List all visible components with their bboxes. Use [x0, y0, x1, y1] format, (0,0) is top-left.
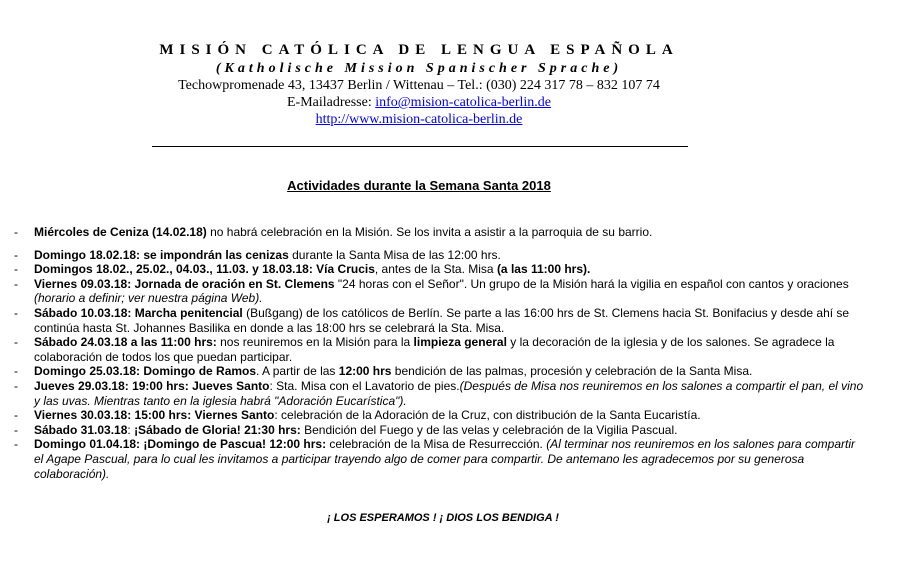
activity-text: : celebración de la Adoración de la Cruz, con distribución de la Santa Eucaristía. — [274, 408, 701, 423]
list-bullet: - — [14, 276, 18, 291]
website-line — [0, 111, 838, 128]
activity-bold-text: Domingo 25.03.18: Domingo de Ramos — [34, 364, 257, 379]
list-bullet: - — [14, 378, 18, 393]
activity-item — [14, 225, 864, 240]
activity-text: , antes de la Sta. Misa — [374, 262, 497, 277]
letterhead — [0, 40, 838, 128]
activity-bold-text: Domingo 18.02.18: se impondrán las cenizas — [34, 247, 289, 262]
list-bullet: - — [14, 364, 18, 379]
list-bullet: - — [14, 422, 18, 437]
list-bullet: - — [14, 305, 18, 320]
activity-text: no habrá celebración en la Misión. Se los invita a asistir a la parroquia de su barrio. — [206, 225, 653, 239]
activity-bold-text: Miércoles de Ceniza (14.02.18) — [34, 225, 207, 239]
activity-bold-text: Sábado 10.03.18: Marcha penitencial — [34, 305, 243, 320]
list-bullet: - — [14, 335, 18, 350]
activity-bold-text: 12:00 hrs — [338, 364, 392, 379]
list-bullet: - — [14, 225, 18, 239]
activity-bold-text: limpieza general — [413, 335, 507, 350]
activity-text: : Sta. Misa con el Lavatorio de pies. — [269, 378, 460, 393]
activity-bold-text: Domingo 01.04.18: ¡Domingo de Pascua! 12:00 hrs: — [34, 437, 327, 452]
activity-bold-text: Domingos 18.02., 25.02., 04.03., 11.03. y 18.03.18: Vía Crucis — [34, 262, 375, 277]
activity-italic-note: (horario a definir; ver nuestra página Web). — [34, 291, 263, 306]
activity-item — [14, 306, 864, 335]
activity-item — [14, 364, 864, 379]
activity-text: "24 horas con el Señor". Un grupo de la Misión hará la vigilia en español con cantos y oraciones — [334, 276, 849, 291]
activity-bold-text: Sábado 24.03.18 a las 11:00 hrs: — [34, 335, 217, 350]
organization-name: MISIÓN CATÓLICA DE LENGUA ESPAÑOLA — [159, 42, 679, 58]
activity-bold-text: (a las 11:00 hrs). — [496, 262, 591, 277]
activity-item — [14, 423, 864, 438]
address-line: Techowpromenade 43, 13437 Berlin / Wittenau – Tel.: (030) 224 317 78 – 832 107 74 — [178, 78, 660, 93]
list-bullet: - — [14, 437, 18, 452]
activity-item — [14, 277, 864, 306]
activity-text: durante la Santa Misa de las 12:00 hrs. — [288, 247, 501, 262]
email-label: E-Mailadresse: — [286, 95, 376, 110]
activity-bold-text: ¡Sábado de Gloria! 21:30 hrs: — [134, 422, 301, 437]
email-line — [0, 94, 838, 111]
website-link[interactable]: http://www.mision-catolica-berlin.de — [315, 112, 523, 127]
header-divider — [152, 146, 688, 147]
document-title: Actividades durante la Semana Santa 2018 — [287, 178, 551, 193]
activity-text: celebración de la Misa de Resurrección. — [326, 437, 547, 452]
activity-italic-note: (Después de Misa nos reuniremos en los salones a compartir el pan, el vino y las uvas. Mientras tanto en la iglesia habrá "Adoración Eucarística"). — [34, 378, 864, 408]
activity-item — [14, 379, 864, 408]
email-link[interactable]: info@mision-catolica-berlin.de — [375, 95, 552, 110]
activity-bold-text: Viernes 09.03.18: Jornada de oración en St. Clemens — [34, 276, 335, 291]
activity-text: Bendición del Fuego y de las velas y celebración de la Vigilia Pascual. — [300, 422, 678, 437]
activity-bold-text: Sábado 31.03.18 — [34, 422, 128, 437]
activity-item — [14, 335, 864, 364]
activity-text: (Bußgang) de los católicos de Berlín. Se parte a las 16:00 hrs de St. Clemens hacia St. Bonifacius y desde ahí se continúa hasta St. Johannes Basilika en donde a las 18:00 hrs se celebrará la Sta. Misa. — [34, 305, 850, 335]
activity-item — [14, 248, 864, 263]
activity-text: y la decoración de la iglesia y de los salones. Se agradece la colaboración de todos los que puedan participar. — [34, 335, 835, 364]
activity-list — [14, 225, 864, 481]
activity-text: nos reuniremos en la Misión para la — [216, 335, 414, 350]
activity-bold-text: Jueves 29.03.18: 19:00 hrs: Jueves Santo — [34, 378, 270, 393]
organization-subtitle: (Katholische Mission Spanischer Sprache) — [215, 61, 623, 76]
list-bullet: - — [14, 247, 18, 262]
activity-text: : — [127, 422, 135, 437]
activity-text: bendición de las palmas, procesión y celebración de la Santa Misa. — [391, 364, 753, 379]
list-bullet: - — [14, 262, 18, 277]
activity-italic-note: (Al terminar nos reuniremos en los salones para compartir el Agape Pascual, para lo cual les invitamos a participar trayendo algo de comer para compartir. De antemano les agradecemos por su generosa colaboración). — [34, 437, 855, 481]
closing-message: ¡ LOS ESPERAMOS ! ¡ DIOS LOS BENDIGA ! — [327, 512, 559, 524]
activity-bold-text: Viernes 30.03.18: 15:00 hrs: Viernes Santo — [34, 408, 275, 423]
list-bullet: - — [14, 408, 18, 423]
activity-item — [14, 437, 864, 481]
activity-item — [14, 408, 864, 423]
activity-text: . A partir de las — [256, 364, 339, 379]
activity-item — [14, 262, 864, 277]
